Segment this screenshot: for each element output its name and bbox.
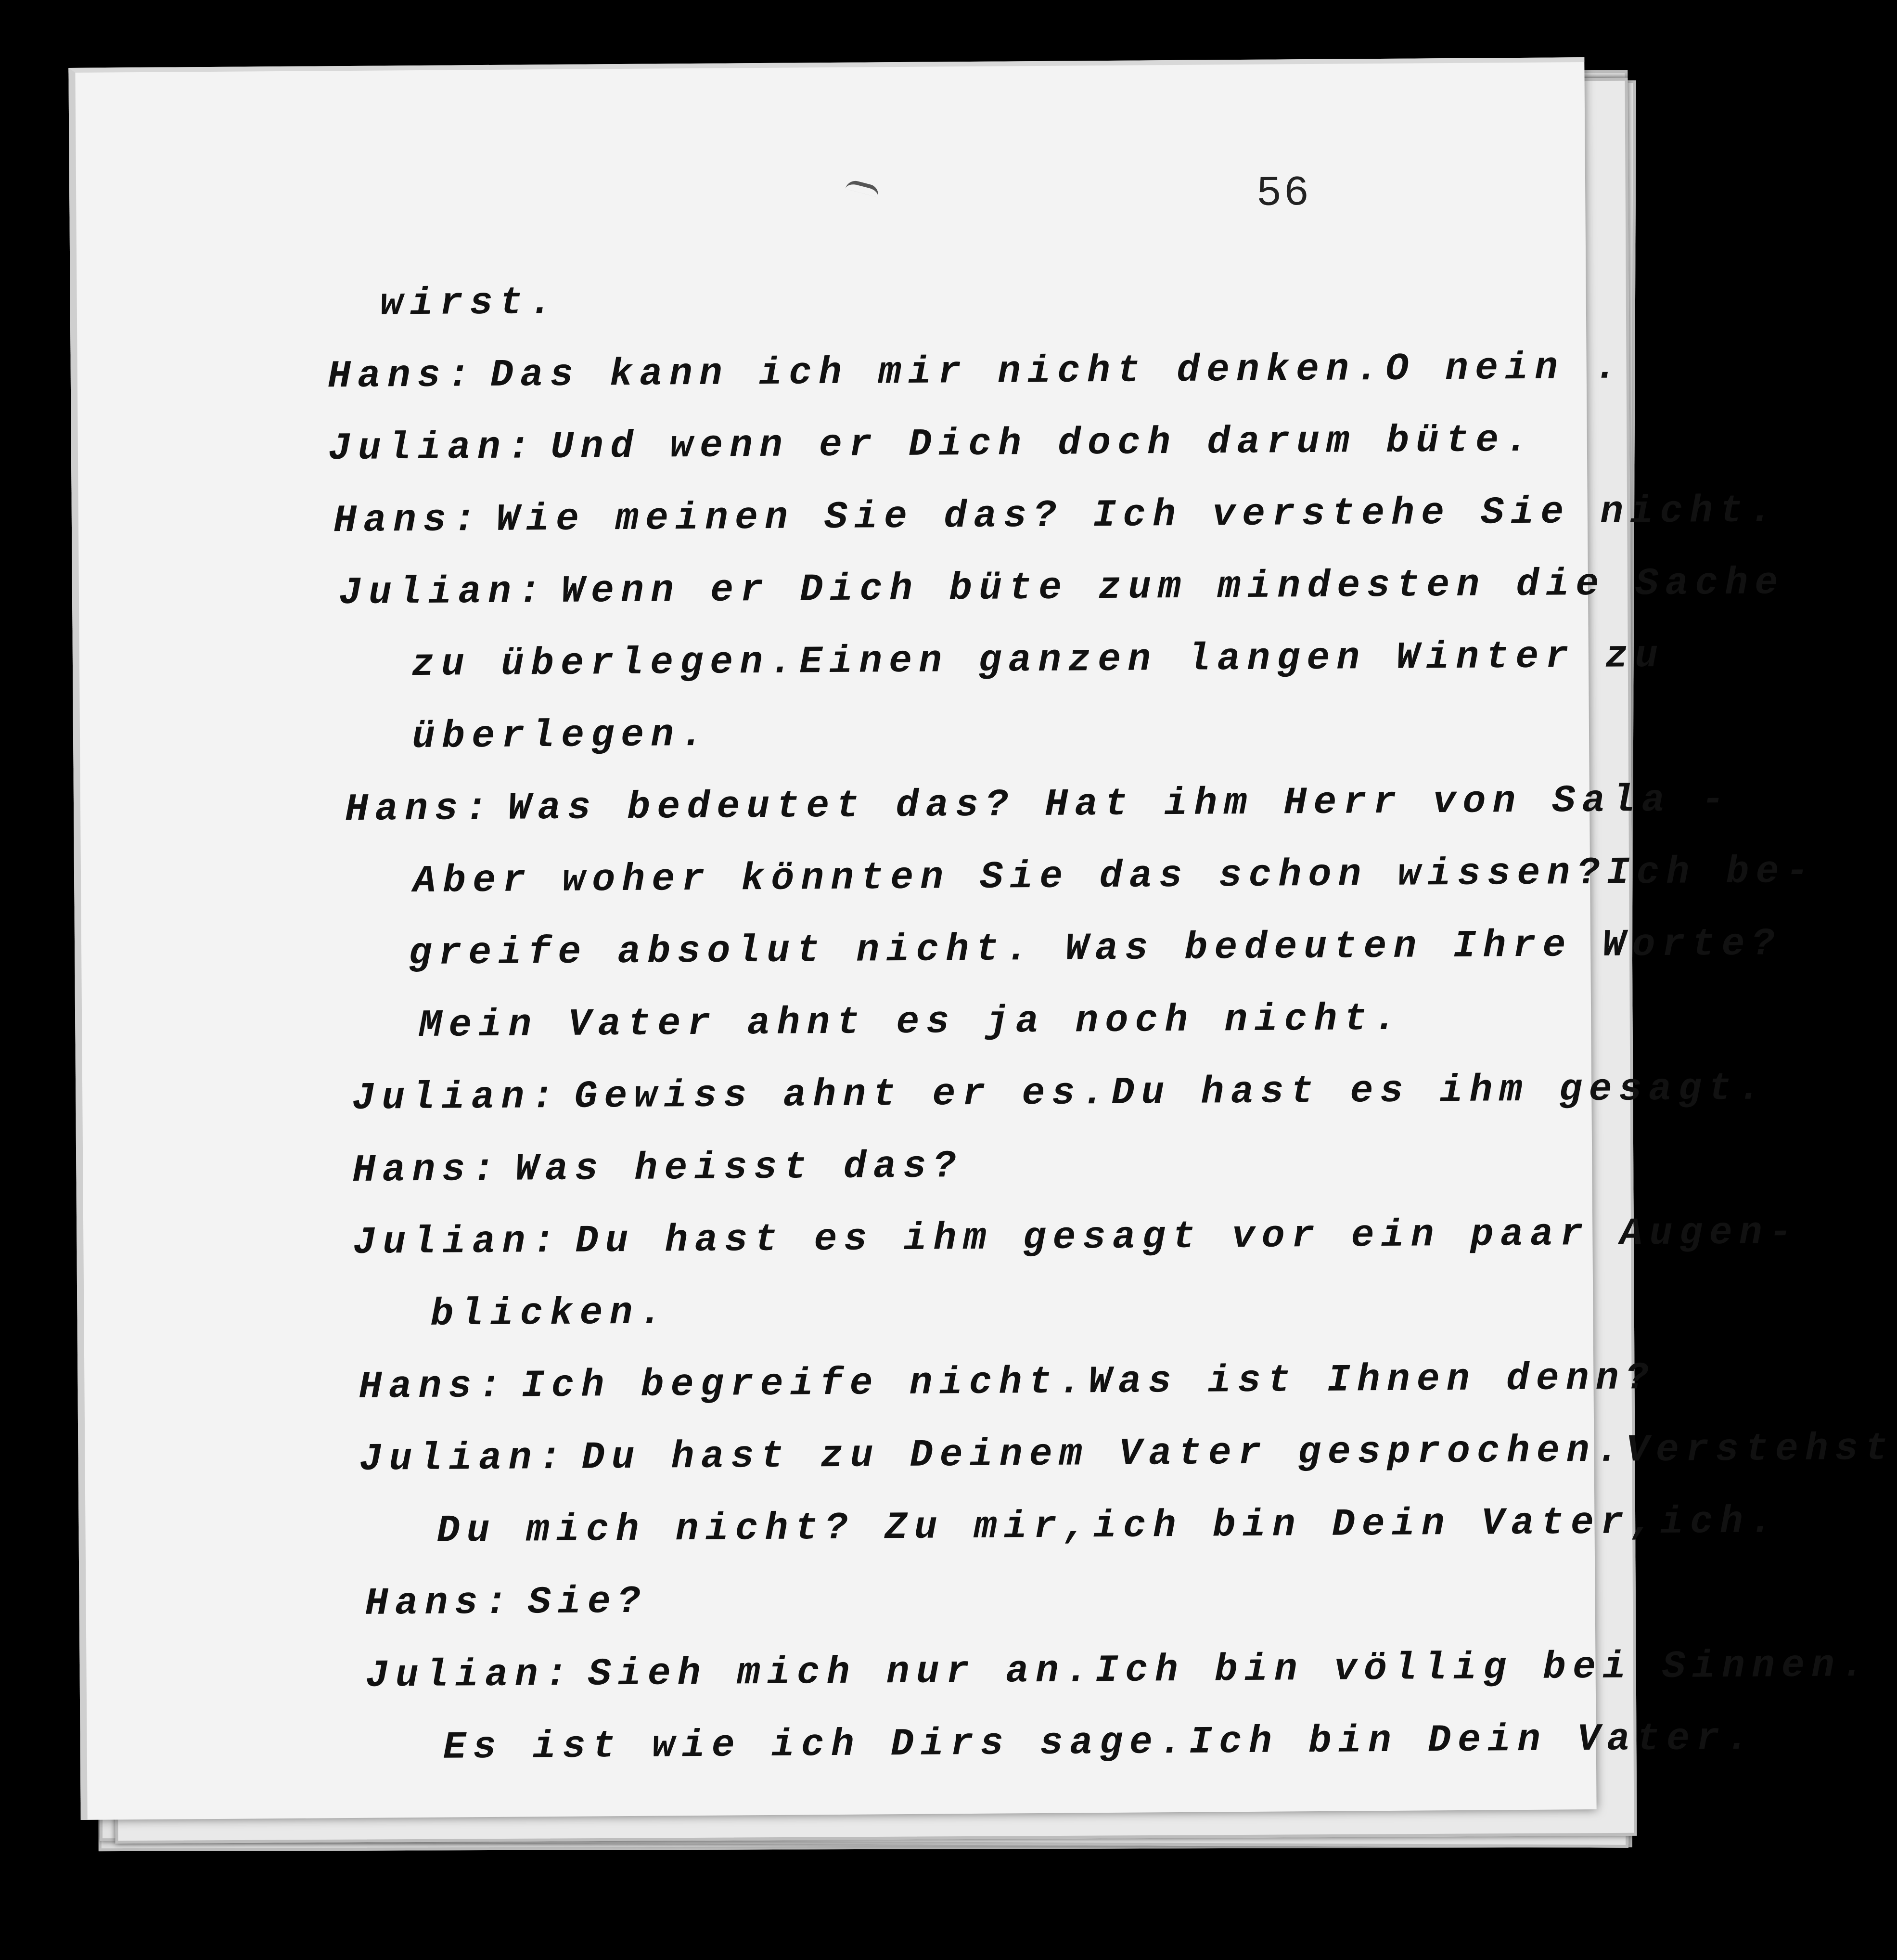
page-number: 56 <box>1256 170 1311 218</box>
line-text: Und wenn er Dich doch darum büte. <box>550 418 1536 470</box>
line-text: Wie meinen Sie das? Ich verstehe Sie nicht. <box>496 489 1780 542</box>
text-line <box>352 1067 1768 1121</box>
line-text: Du mich nicht? Zu mir,ich bin Dein Vater,ich. <box>436 1500 1780 1553</box>
line-text: Was bedeutet das? Hat ihm Herr von Sala - <box>507 778 1731 831</box>
line-text: Es ist wie ich Dirs sage.Ich bin Dein Vater. <box>443 1716 1756 1770</box>
typewritten-page <box>68 57 1895 1820</box>
text-line <box>359 1427 1895 1482</box>
text-line <box>380 281 559 326</box>
line-text: Sieh mich nur an.Ich bin völlig bei Sinnen. <box>588 1643 1871 1697</box>
text-line <box>409 922 1782 976</box>
text-line <box>412 713 711 759</box>
line-text: Aber woher könnten Sie das schon wissen?Ich be- <box>412 850 1816 904</box>
speaker-label: Julian: <box>353 1219 562 1265</box>
speaker-label: Julian: <box>365 1652 575 1698</box>
line-text: Wenn er Dich büte zum mindesten die Sache <box>561 561 1785 614</box>
line-text: Sie? <box>527 1580 648 1625</box>
speaker-label: Hans: <box>365 1581 514 1626</box>
text-line <box>443 1717 1756 1770</box>
line-text: blicken. <box>430 1291 669 1337</box>
line-text: zu überlegen.Einen ganzen langen Winter zu <box>411 634 1665 687</box>
speaker-label: Julian: <box>359 1436 568 1482</box>
text-line <box>328 346 1625 399</box>
speaker-label: Julian: <box>338 570 548 616</box>
line-text: wirst. <box>380 281 560 326</box>
line-text: überlegen. <box>411 713 711 760</box>
speaker-label: Julian: <box>328 426 538 471</box>
line-text: Ich begreife nicht.Was ist Ihnen denn? <box>521 1356 1656 1408</box>
text-line <box>411 634 1665 687</box>
text-line <box>345 778 1731 832</box>
speaker-label: Julian: <box>351 1075 561 1121</box>
speaker-label: Hans: <box>333 498 483 543</box>
text-line <box>365 1580 647 1626</box>
line-text: Du hast zu Deinem Vater gesprochen.Verstehst <box>581 1427 1895 1480</box>
speaker-label: Hans: <box>345 787 495 832</box>
text-line <box>328 419 1536 471</box>
line-text: Das kann ich mir nicht denken.O nein . <box>490 346 1625 398</box>
text-line <box>352 1145 963 1193</box>
text-line <box>430 1291 669 1336</box>
speaker-label: Hans: <box>352 1148 502 1193</box>
text-line <box>353 1211 1799 1265</box>
line-text: Gewiss ahnt er es.Du hast es ihm gesagt. <box>574 1067 1768 1119</box>
line-text: Was heisst das? <box>515 1145 963 1192</box>
speaker-label: Hans: <box>327 354 477 399</box>
text-line <box>436 1500 1780 1553</box>
text-line <box>365 1644 1871 1698</box>
line-text: Mein Vater ahnt es ja noch nicht. <box>418 997 1404 1048</box>
text-line <box>359 1356 1655 1409</box>
text-line <box>419 997 1404 1048</box>
speaker-label: Hans: <box>359 1364 508 1409</box>
line-text: greife absolut nicht. Was bedeuten Ihre Worte? <box>408 922 1782 976</box>
line-text: Du hast es ihm gesagt vor ein paar Augen- <box>575 1211 1799 1264</box>
text-line <box>339 561 1785 615</box>
text-line <box>333 489 1780 543</box>
dialogue-text <box>75 62 1895 1820</box>
